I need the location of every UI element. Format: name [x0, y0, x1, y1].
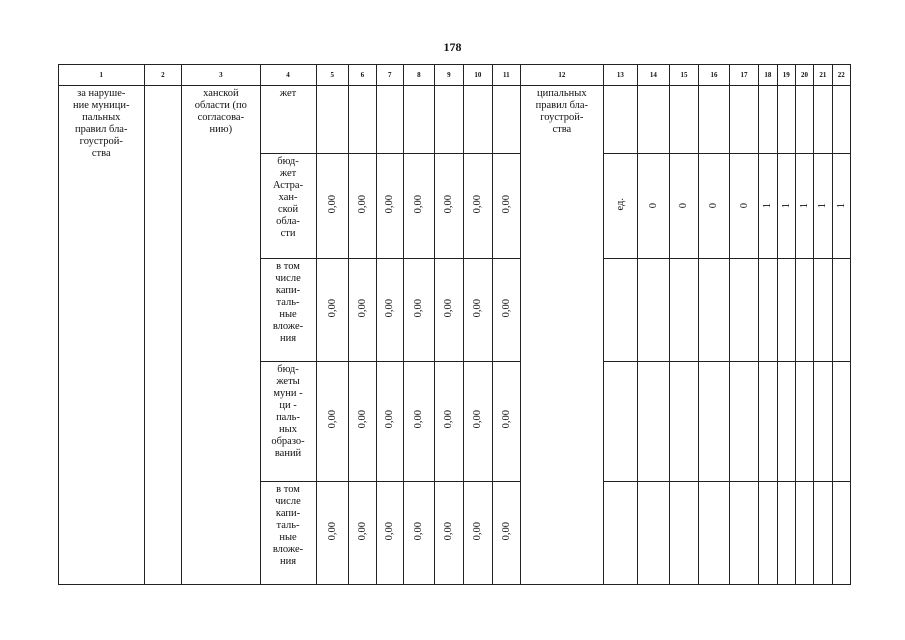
column-header: 11	[492, 65, 521, 86]
executor-cell	[182, 86, 260, 585]
value-cell	[434, 259, 464, 362]
indicator-cell	[729, 259, 759, 362]
indicator-cell	[777, 86, 795, 154]
value-text: 0,00	[413, 410, 425, 429]
value-cell	[434, 362, 464, 482]
indicator-cell	[814, 482, 832, 585]
indicator-value-cell	[638, 154, 670, 259]
indicator-cell	[832, 362, 850, 482]
column-header: 14	[638, 65, 670, 86]
column-header: 20	[795, 65, 813, 86]
column-number-row	[59, 65, 851, 86]
indicator-value: 0	[647, 202, 659, 208]
indicator-value-cell	[699, 154, 730, 259]
value-text: 0,00	[413, 298, 425, 318]
unit-text: ед.	[614, 197, 626, 211]
value-text: 0,00	[443, 521, 455, 541]
indicator-value-cell	[729, 154, 759, 259]
value-cell	[376, 154, 403, 259]
column-header: 15	[669, 65, 699, 86]
column-header: 2	[144, 65, 182, 86]
indicator-value: 1	[780, 202, 792, 208]
value-cell	[404, 86, 435, 154]
source-text: в том числе капи- таль- ные вложе- ния	[272, 261, 304, 344]
value-text: 0,00	[326, 298, 338, 318]
indicator-value-cell	[814, 154, 832, 259]
value-cell	[404, 482, 435, 585]
indicator-cell	[638, 482, 670, 585]
indicator-cell	[832, 482, 850, 585]
value-cell	[464, 86, 493, 154]
column-header: 9	[434, 65, 464, 86]
value-text: 0,00	[384, 194, 396, 214]
indicator-cell	[832, 86, 850, 154]
value-cell	[492, 482, 521, 585]
indicator-cell	[699, 86, 730, 154]
value-text: 0,00	[472, 194, 484, 214]
value-cell	[316, 259, 349, 362]
column-header: 13	[603, 65, 638, 86]
value-cell	[316, 362, 349, 482]
column-header: 12	[521, 65, 603, 86]
source-text: в том числе капи- таль- ные вложе- ния	[272, 484, 304, 567]
indicator-cell	[795, 259, 813, 362]
indicator-value: 0	[678, 202, 690, 208]
table-row	[59, 86, 851, 154]
column-header: 17	[729, 65, 759, 86]
value-cell	[404, 154, 435, 259]
indicator-value-cell	[777, 154, 795, 259]
column-header: 4	[260, 65, 316, 86]
source-text: жет	[279, 88, 297, 99]
indicator-value: 1	[762, 202, 774, 208]
indicator-value-cell	[669, 154, 699, 259]
unit-cell	[603, 154, 638, 259]
value-cell	[492, 362, 521, 482]
value-cell	[464, 482, 493, 585]
indicator-cell	[603, 482, 638, 585]
indicator-cell	[814, 86, 832, 154]
column-header: 19	[777, 65, 795, 86]
empty-cell	[144, 86, 182, 585]
value-cell	[434, 154, 464, 259]
indicator-cell	[638, 86, 670, 154]
indicator-cell	[603, 86, 638, 154]
indicator-cell	[603, 259, 638, 362]
value-text: 0,00	[326, 194, 338, 214]
value-cell	[492, 154, 521, 259]
indicator-value: 0	[738, 202, 750, 208]
value-text: 0,00	[500, 298, 512, 318]
column-header: 18	[759, 65, 777, 86]
indicator-cell	[669, 259, 699, 362]
column-header: 16	[699, 65, 730, 86]
column-header: 6	[349, 65, 376, 86]
value-cell	[349, 86, 376, 154]
source-text: бюд- жет Астра- хан- ской обла- сти	[272, 156, 304, 239]
value-cell	[316, 154, 349, 259]
value-cell	[376, 86, 403, 154]
value-cell	[434, 482, 464, 585]
value-text: 0,00	[443, 194, 455, 214]
value-cell	[316, 482, 349, 585]
indicator-cell	[759, 259, 777, 362]
indicator-cell	[777, 482, 795, 585]
measure-text: за наруше- ние муници- пальных правил бла- гоустрой- ства	[73, 88, 130, 159]
indicator-cell	[795, 482, 813, 585]
value-text: 0,00	[472, 298, 484, 318]
value-cell	[349, 154, 376, 259]
value-cell	[464, 154, 493, 259]
value-cell	[492, 86, 521, 154]
indicator-value: 1	[817, 202, 829, 208]
column-header: 7	[376, 65, 403, 86]
indicator-cell	[814, 259, 832, 362]
value-text: 0,00	[356, 298, 368, 318]
indicator-value-cell	[759, 154, 777, 259]
indicator-cell	[814, 362, 832, 482]
value-text: 0,00	[443, 298, 455, 318]
value-cell	[376, 259, 403, 362]
value-cell	[376, 482, 403, 585]
source-cell	[260, 259, 316, 362]
indicator-value: 1	[799, 202, 811, 208]
column-header: 22	[832, 65, 850, 86]
value-cell	[376, 362, 403, 482]
indicator-cell	[603, 362, 638, 482]
source-cell	[260, 86, 316, 154]
indicator-cell	[699, 482, 730, 585]
indicator-cell	[699, 362, 730, 482]
executor-text: ханской области (по согласова- нию)	[194, 88, 247, 135]
value-cell	[492, 259, 521, 362]
measure-cell	[59, 86, 145, 585]
indicator-cell	[669, 362, 699, 482]
indicator-cell	[759, 482, 777, 585]
value-text: 0,00	[472, 521, 484, 541]
source-cell	[260, 154, 316, 259]
value-text: 0,00	[443, 410, 455, 429]
indicator-cell	[759, 86, 777, 154]
value-text: 0,00	[472, 410, 484, 429]
value-cell	[349, 362, 376, 482]
indicator-value: 0	[708, 202, 720, 208]
indicator-name-cell	[521, 86, 603, 585]
indicator-value: 1	[835, 202, 847, 208]
indicator-cell	[777, 362, 795, 482]
value-text: 0,00	[356, 410, 368, 429]
column-header: 21	[814, 65, 832, 86]
indicator-cell	[795, 362, 813, 482]
value-text: 0,00	[356, 194, 368, 214]
indicator-cell	[638, 362, 670, 482]
value-text: 0,00	[326, 521, 338, 541]
value-cell	[404, 259, 435, 362]
indicator-value-cell	[832, 154, 850, 259]
value-cell	[464, 259, 493, 362]
value-text: 0,00	[384, 521, 396, 541]
budget-table	[58, 64, 851, 585]
column-header: 3	[182, 65, 260, 86]
value-text: 0,00	[356, 521, 368, 541]
value-text: 0,00	[326, 410, 338, 429]
value-text: 0,00	[384, 298, 396, 318]
indicator-cell	[832, 259, 850, 362]
value-text: 0,00	[413, 521, 425, 541]
source-cell	[260, 482, 316, 585]
indicator-cell	[729, 482, 759, 585]
indicator-cell	[795, 86, 813, 154]
indicator-cell	[777, 259, 795, 362]
source-text: бюд- жеты муни - ци - паль- ных образо- ваний	[271, 364, 305, 459]
indicator-name-text: ципальных правил бла- гоустрой- ства	[535, 88, 589, 135]
indicator-cell	[669, 86, 699, 154]
value-text: 0,00	[500, 194, 512, 214]
budget-table-sheet	[58, 64, 851, 585]
value-cell	[464, 362, 493, 482]
value-text: 0,00	[384, 410, 396, 429]
value-cell	[316, 86, 349, 154]
indicator-cell	[759, 362, 777, 482]
value-cell	[434, 86, 464, 154]
value-text: 0,00	[413, 194, 425, 214]
column-header: 1	[59, 65, 145, 86]
value-text: 0,00	[500, 410, 512, 429]
page-number: 178	[443, 40, 462, 54]
column-header: 10	[464, 65, 493, 86]
value-cell	[349, 259, 376, 362]
indicator-value-cell	[795, 154, 813, 259]
source-cell	[260, 362, 316, 482]
indicator-cell	[699, 259, 730, 362]
indicator-cell	[729, 86, 759, 154]
value-text: 0,00	[500, 521, 512, 541]
indicator-cell	[729, 362, 759, 482]
value-cell	[404, 362, 435, 482]
indicator-cell	[669, 482, 699, 585]
value-cell	[349, 482, 376, 585]
column-header: 8	[404, 65, 435, 86]
column-header: 5	[316, 65, 349, 86]
indicator-cell	[638, 259, 670, 362]
